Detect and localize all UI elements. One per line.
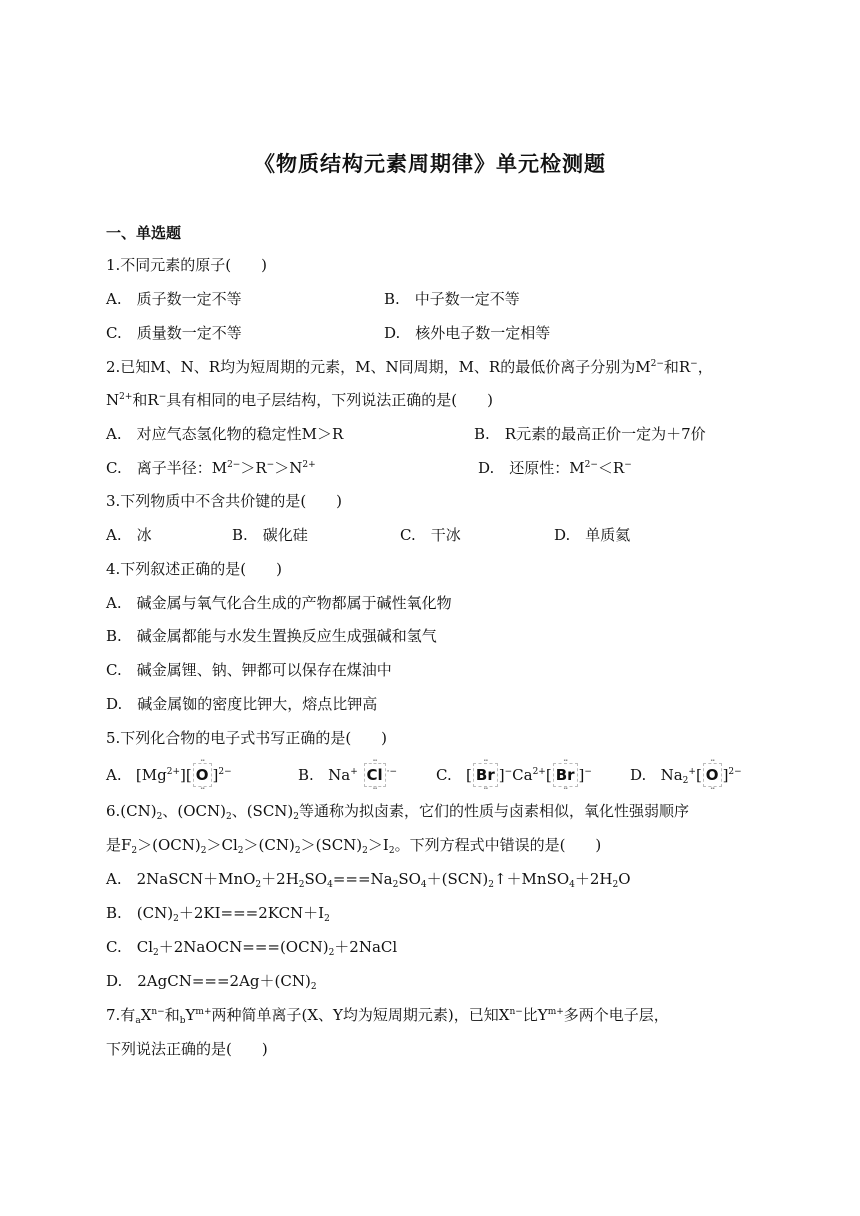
question-5-option-b: B. Na+ ·· Cl ·· ·− — [298, 763, 397, 787]
question-2-stem-line-1: 2.已知M、N、R均为短周期的元素，M、N同周期，M、R的最低价离子分别为$M^{2-}$和R−， — [106, 358, 713, 376]
oxygen-electron-dot: ·· O ·· — [703, 763, 722, 787]
question-4-option-c: C. 碱金属锂、钠、钾都可以保存在煤油中 — [106, 661, 392, 679]
question-3-option-b: B. 碳化硅 — [232, 526, 308, 544]
bromine-electron-dot: ·· Br ·· — [553, 763, 578, 787]
question-1-option-c: C. 质量数一定不等 — [106, 324, 242, 342]
question-5-option-a: A. $[Mg^{2+}][\cdot\cdot O \cdot\cdot ]^{2-}$ — [106, 763, 232, 787]
question-6-stem-line-1: $6.(CN)_2$、$(OCN)_2$、$(SCN)_2$等通称为拟卤素，它们的性质与卤素相似，氧化性强弱顺序 — [106, 802, 690, 822]
oxygen-electron-dot: ·· O ·· — [193, 763, 212, 787]
question-1-option-d: D. 核外电子数一定相等 — [384, 324, 551, 342]
question-5-option-d: D. $Na_2^+[\cdot\cdot O \cdot\cdot ]^{2-}$ — [630, 763, 742, 787]
question-2-option-a: A. 对应气态氢化物的稳定性M＞R — [106, 425, 344, 443]
question-1-option-b: B. 中子数一定不等 — [384, 290, 520, 308]
question-5-option-c: C. [·· $Br \cdot\cdot ]^-Ca^{2+}[\cdot\cdot Br \cdot\cdot ]^-$ — [436, 763, 592, 787]
question-6-option-a: A. $2NaSCN+MnO_2+2H_2SO_4===Na_2SO_4+(SCN)_2↑+MnSO_4+2H_2O$ — [106, 870, 631, 890]
question-3-option-c: C. 干冰 — [400, 526, 461, 544]
question-2-option-d: D. 还原性：$M^{2-}<R^-$ — [478, 459, 632, 477]
question-2-stem-line-2: $N^{2+}$和R−具有相同的电子层结构，下列说法正确的是( ) — [106, 391, 493, 409]
question-4-stem: 4.下列叙述正确的是( ) — [106, 560, 283, 578]
question-4-option-a: A. 碱金属与氧气化合生成的产物都属于碱性氧化物 — [106, 594, 452, 612]
section-heading: 一、单选题 — [106, 224, 182, 242]
question-6-stem-line-2: 是$F_2>(OCN)_2>Cl_2>(CN)_2>(SCN)_2>I_2$。下列方程式中错误的是( ) — [106, 836, 602, 856]
question-1-option-a: A. 质子数一定不等 — [106, 290, 242, 308]
chlorine-electron-dot: ·· Cl ·· — [364, 763, 386, 787]
question-7-stem-line-1: 7.有$_aX^{n-}$和$_bY^{m+}$两种简单离子(X、Y均为短周期元素)，已知$X^{n-}$比$Y^{m+}$多两个电子层， — [106, 1006, 669, 1026]
question-2-option-b: B. R元素的最高正价一定为＋7价 — [474, 425, 706, 443]
question-7-stem-line-2: 下列说法正确的是( ) — [106, 1040, 268, 1058]
question-3-option-a: A. 冰 — [106, 526, 152, 544]
question-1-stem: 1.不同元素的原子( ) — [106, 256, 268, 274]
bromine-electron-dot: ·· Br ·· — [473, 763, 498, 787]
question-5-stem: 5.下列化合物的电子式书写正确的是( ) — [106, 729, 388, 747]
question-6-option-b: B. $(CN)_2+2KI===2KCN+I_2$ — [106, 904, 330, 924]
question-4-option-d: D. 碱金属铷的密度比钾大，熔点比钾高 — [106, 695, 378, 713]
question-4-option-b: B. 碱金属都能与水发生置换反应生成强碱和氢气 — [106, 627, 437, 645]
question-3-stem: 3.下列物质中不含共价键的是( ) — [106, 492, 343, 510]
question-3-option-d: D. 单质氦 — [554, 526, 631, 544]
question-2-option-c: C. 离子半径：$M^{2-}>R^->N^{2+}$ — [106, 459, 316, 477]
page-title: 《物质结构元素周期律》单元检测题 — [254, 152, 606, 176]
question-6-option-c: C. $Cl_2+2NaOCN===(OCN)_2+2NaCl$ — [106, 938, 398, 958]
question-6-option-d: D. $2AgCN===2Ag+(CN)_2$ — [106, 972, 317, 992]
